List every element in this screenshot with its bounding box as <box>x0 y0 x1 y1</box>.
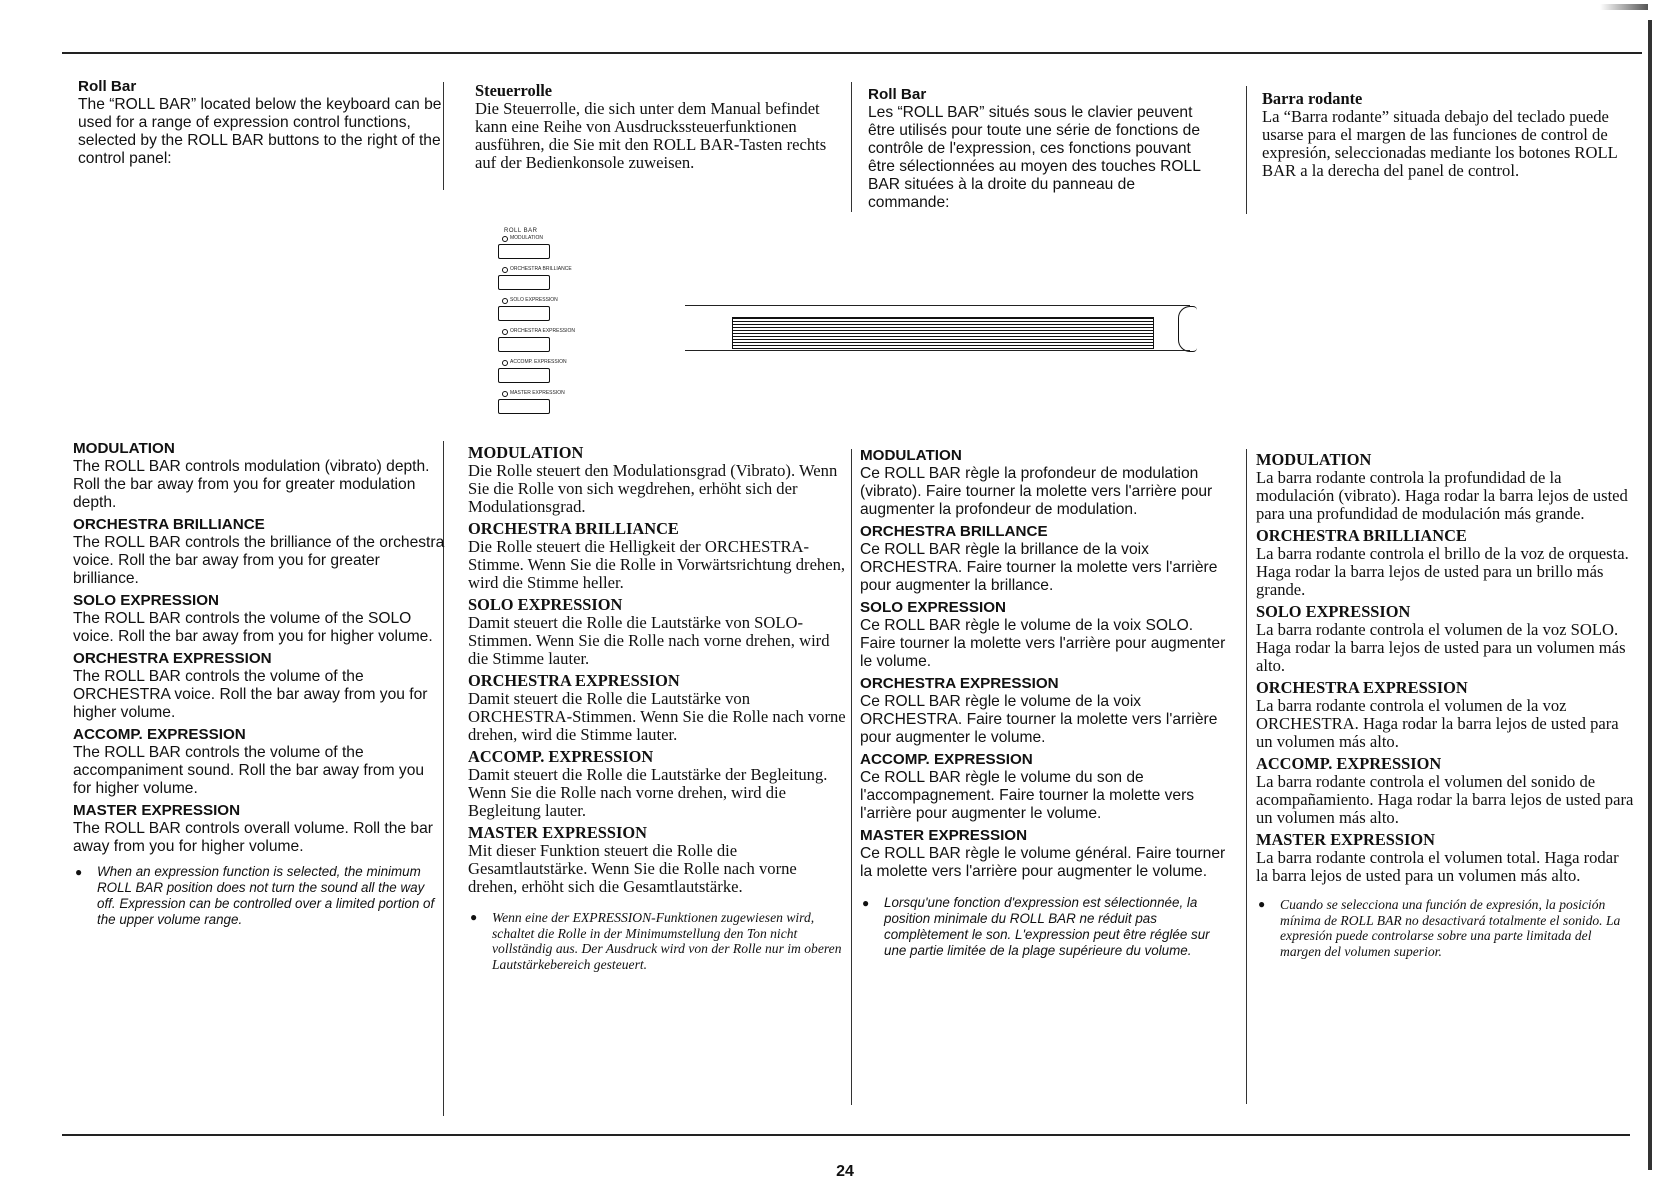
led-icon <box>502 360 508 366</box>
section-heading: ACCOMP. EXPRESSION <box>468 747 654 766</box>
panel-button-label: ORCHESTRA BRILLIANCE <box>510 266 572 272</box>
section-text: The ROLL BAR controls the brilliance of the orchestra voice. Roll the bar away from you for greater brilliance. <box>73 534 445 587</box>
panel-button-label: MODULATION <box>510 235 543 241</box>
spanish-intro-text: La “Barra rodante” situada debajo del teclado puede usarse para el margen de las funciones de control de expresión, seleccionadas mediante los botones ROLL BAR a la derecha del panel de control. <box>1262 107 1618 180</box>
section-text: The ROLL BAR controls overall volume. Roll the bar away from you for higher volume. <box>73 820 433 855</box>
section-heading: ORCHESTRA EXPRESSION <box>860 675 1059 692</box>
english-section <box>73 726 445 798</box>
french-section <box>860 827 1228 881</box>
section-text: The ROLL BAR controls modulation (vibrato) depth. Roll the bar away from you for greater modulation depth. <box>73 458 430 511</box>
button-shape <box>498 275 550 290</box>
german-intro <box>475 82 845 172</box>
french-section <box>860 675 1228 747</box>
spanish-note <box>1256 897 1634 959</box>
keyboard-base-line <box>685 350 1190 351</box>
note-text: When an expression function is selected, the minimum ROLL BAR position does not turn the sound all the way off. Expression can be controlled over a limited portion of the upper volume range. <box>97 864 435 927</box>
french-section <box>860 751 1228 823</box>
section-text: Ce ROLL BAR règle la brillance de la voix ORCHESTRA. Faire tourner la molette vers l'arrière pour augmenter la brillance. <box>860 541 1218 594</box>
divider-bottom-2 <box>851 449 852 1105</box>
spanish-section <box>1256 755 1634 827</box>
section-heading: ORCHESTRA EXPRESSION <box>468 671 680 690</box>
roll-bar-illustration <box>732 317 1154 349</box>
english-section <box>73 802 445 856</box>
section-heading: MODULATION <box>860 447 962 464</box>
spanish-intro <box>1262 90 1634 180</box>
panel-button-accomp-expression <box>498 358 598 389</box>
divider-top-3 <box>1246 86 1247 214</box>
section-text: La barra rodante controla el volumen total. Haga rodar la barra lejos de usted para un volumen más alto. <box>1256 848 1619 885</box>
divider-bottom-3 <box>1246 449 1247 1104</box>
section-text: Damit steuert die Rolle die Lautstärke der Begleitung. Wenn Sie die Rolle nach vorne drehen, wird die Begleitung lauter. <box>468 765 828 820</box>
page-edge <box>1648 20 1652 1170</box>
bullet-icon: ● <box>862 896 870 910</box>
top-rule <box>62 52 1642 54</box>
english-note <box>73 864 445 928</box>
section-heading: ORCHESTRA EXPRESSION <box>73 650 272 667</box>
roll-bar-end-cap <box>1178 306 1197 352</box>
french-section <box>860 599 1228 671</box>
page-number: 24 <box>836 1163 854 1180</box>
section-heading: ORCHESTRA EXPRESSION <box>1256 678 1468 697</box>
german-column <box>468 444 846 972</box>
english-section <box>73 516 445 588</box>
section-text: The ROLL BAR controls the volume of the SOLO voice. Roll the bar away from you for higher volume. <box>73 610 433 645</box>
section-heading: SOLO EXPRESSION <box>1256 602 1411 621</box>
german-section <box>468 520 846 592</box>
section-heading: ACCOMP. EXPRESSION <box>73 726 246 743</box>
spanish-section <box>1256 603 1634 675</box>
spanish-section <box>1256 451 1634 523</box>
section-text: Die Rolle steuert die Helligkeit der ORCHESTRA-Stimme. Wenn Sie die Rolle in Vorwärtsrichtung drehen, wird die Stimme heller. <box>468 537 846 592</box>
section-heading: ACCOMP. EXPRESSION <box>860 751 1033 768</box>
section-heading: MASTER EXPRESSION <box>860 827 1028 844</box>
german-section <box>468 824 846 896</box>
panel-button-label: MASTER EXPRESSION <box>510 390 565 396</box>
bullet-icon: ● <box>1258 897 1266 911</box>
french-column <box>860 447 1228 959</box>
led-icon <box>502 391 508 397</box>
section-heading: SOLO EXPRESSION <box>860 599 1007 616</box>
section-heading: SOLO EXPRESSION <box>73 592 220 609</box>
french-intro <box>868 86 1220 212</box>
section-heading: ORCHESTRA BRILLIANCE <box>468 519 679 538</box>
section-text: Damit steuert die Rolle die Lautstärke von ORCHESTRA-Stimmen. Wenn Sie die Rolle nach vorne drehen, wird die Stimme lauter. <box>468 689 846 744</box>
french-intro-text: Les “ROLL BAR” situés sous le clavier peuvent être utilisés pour toute une série de fonctions de contrôle de l'expression, ces fonctions pouvant être sélectionnées au moyen des touches ROLL BAR situées à la droite du panneau de commande: <box>868 104 1201 211</box>
section-heading: MASTER EXPRESSION <box>468 823 647 842</box>
section-heading: MODULATION <box>73 440 175 457</box>
panel-title: ROLL BAR <box>504 228 538 234</box>
section-heading: MASTER EXPRESSION <box>1256 830 1435 849</box>
section-text: The ROLL BAR controls the volume of the accompaniment sound. Roll the bar away from you for higher volume. <box>73 744 425 797</box>
french-note <box>860 895 1228 959</box>
panel-button-label: ORCHESTRA EXPRESSION <box>510 328 576 334</box>
panel-button-label: SOLO EXPRESSION <box>510 297 558 303</box>
led-icon <box>502 298 508 304</box>
spanish-section <box>1256 831 1634 885</box>
german-intro-text: Die Steuerrolle, die sich unter dem Manual befindet kann eine Reihe von Ausdruckssteuerfunktionen ausführen, die Sie mit den ROLL BAR-Tasten rechts auf der Bedienkonsole zuweisen. <box>475 99 827 172</box>
section-heading: SOLO EXPRESSION <box>468 595 623 614</box>
section-text: Ce ROLL BAR règle le volume général. Faire tourner la molette vers l'arrière pour augmenter le volume. <box>860 845 1226 880</box>
bullet-icon: ● <box>470 910 478 924</box>
panel-button-master-expression <box>498 389 598 420</box>
section-text: Ce ROLL BAR règle le volume de la voix SOLO. Faire tourner la molette vers l'arrière pour augmenter le volume. <box>860 617 1226 670</box>
english-section <box>73 440 445 512</box>
section-text: Damit steuert die Rolle die Lautstärke von SOLO-Stimmen. Wenn Sie die Rolle nach vorne drehen, wird die Stimme lauter. <box>468 613 830 668</box>
german-section <box>468 444 846 516</box>
english-intro <box>78 78 444 168</box>
panel-button-solo-expression <box>498 296 598 327</box>
section-text: La barra rodante controla el volumen de la voz SOLO. Haga rodar la barra lejos de usted para un volumen más alto. <box>1256 620 1626 675</box>
section-text: Ce ROLL BAR règle le volume de la voix ORCHESTRA. Faire tourner la molette vers l'arrière pour augmenter le volume. <box>860 693 1218 746</box>
note-text: Lorsqu'une fonction d'expression est sélectionnée, la position minimale du ROLL BAR ne réduit pas complètement le son. L'expression peut être réglée sur une partie limitée de la plage supérieure du volume. <box>884 895 1210 958</box>
section-text: Die Rolle steuert den Modulationsgrad (Vibrato). Wenn Sie die Rolle von sich wegdrehen, erhöht sich der Modulationsgrad. <box>468 461 838 516</box>
led-icon <box>502 267 508 273</box>
section-text: La barra rodante controla la profundidad de la modulación (vibrato). Haga rodar la barra lejos de usted para una profundidad de modulación más grande. <box>1256 468 1628 523</box>
english-intro-text: The “ROLL BAR” located below the keyboard can be used for a range of expression control functions, selected by the ROLL BAR buttons to the right of the control panel: <box>78 96 442 167</box>
section-heading: MASTER EXPRESSION <box>73 802 241 819</box>
french-section <box>860 523 1228 595</box>
french-section <box>860 447 1228 519</box>
section-heading: ORCHESTRA BRILLIANCE <box>1256 526 1467 545</box>
spanish-section <box>1256 679 1634 751</box>
button-shape <box>498 244 550 259</box>
spanish-section <box>1256 527 1634 599</box>
bottom-rule <box>62 1134 1630 1136</box>
panel-button-orchestra-brilliance <box>498 265 598 296</box>
section-heading: ORCHESTRA BRILLANCE <box>860 523 1048 540</box>
panel-button-modulation <box>498 234 598 265</box>
english-section <box>73 592 445 646</box>
german-note <box>468 910 846 972</box>
led-icon <box>502 329 508 335</box>
section-text: The ROLL BAR controls the volume of the ORCHESTRA voice. Roll the bar away from you for higher volume. <box>73 668 428 721</box>
section-text: La barra rodante controla el volumen del sonido de acompañamiento. Haga rodar la barra lejos de usted para un volumen más alto. <box>1256 772 1634 827</box>
spanish-title: Barra rodante <box>1262 89 1363 108</box>
section-heading: MODULATION <box>468 443 584 462</box>
section-text: Ce ROLL BAR règle le volume du son de l'accompagnement. Faire tourner la molette vers l'arrière pour augmenter le volume. <box>860 769 1195 822</box>
english-title: Roll Bar <box>78 78 137 95</box>
page-edge-mark <box>1600 4 1648 10</box>
divider-top-2 <box>851 82 852 212</box>
french-title: Roll Bar <box>868 86 927 103</box>
section-heading: ACCOMP. EXPRESSION <box>1256 754 1442 773</box>
note-text: Wenn eine der EXPRESSION-Funktionen zugewiesen wird, schaltet die Rolle in der Minimumstellung den Ton nicht vollständig aus. Der Ausdruck wird von der Rolle nur im oberen Lautstärkebereich gesteuert. <box>492 910 842 972</box>
section-text: Mit dieser Funktion steuert die Rolle die Gesamtlautstärke. Wenn Sie die Rolle nach vorne drehen, erhöht sich die Gesamtlautstärke. <box>468 841 797 896</box>
panel-button-orchestra-expression <box>498 327 598 358</box>
panel-button-label: ACCOMP. EXPRESSION <box>510 359 567 365</box>
section-heading: ORCHESTRA BRILLIANCE <box>73 516 265 533</box>
german-title: Steuerrolle <box>475 81 553 100</box>
german-section <box>468 596 846 668</box>
german-section <box>468 672 846 744</box>
english-section <box>73 650 445 722</box>
section-heading: MODULATION <box>1256 450 1372 469</box>
keyboard-edge-line <box>685 305 1190 306</box>
section-text: La barra rodante controla el volumen de la voz ORCHESTRA. Haga rodar la barra lejos de usted para un volumen más alto. <box>1256 696 1619 751</box>
button-shape <box>498 337 550 352</box>
bullet-icon: ● <box>75 865 83 879</box>
section-text: Ce ROLL BAR règle la profondeur de modulation (vibrato). Faire tourner la molette vers l'arrière pour augmenter la profondeur de modulation. <box>860 465 1213 518</box>
english-column <box>73 440 445 928</box>
button-shape <box>498 399 550 414</box>
led-icon <box>502 236 508 242</box>
section-text: La barra rodante controla el brillo de la voz de orquesta. Haga rodar la barra lejos de usted para un brillo más grande. <box>1256 544 1629 599</box>
german-section <box>468 748 846 820</box>
note-text: Cuando se selecciona una función de expresión, la posición mínima de ROLL BAR no desactivará totalmente el sonido. La expresión puede controlarse sobre una parte limitada del margen del volumen superior. <box>1280 897 1621 959</box>
roll-bar-panel-illustration <box>498 228 598 420</box>
button-shape <box>498 368 550 383</box>
button-shape <box>498 306 550 321</box>
spanish-column <box>1256 451 1634 959</box>
